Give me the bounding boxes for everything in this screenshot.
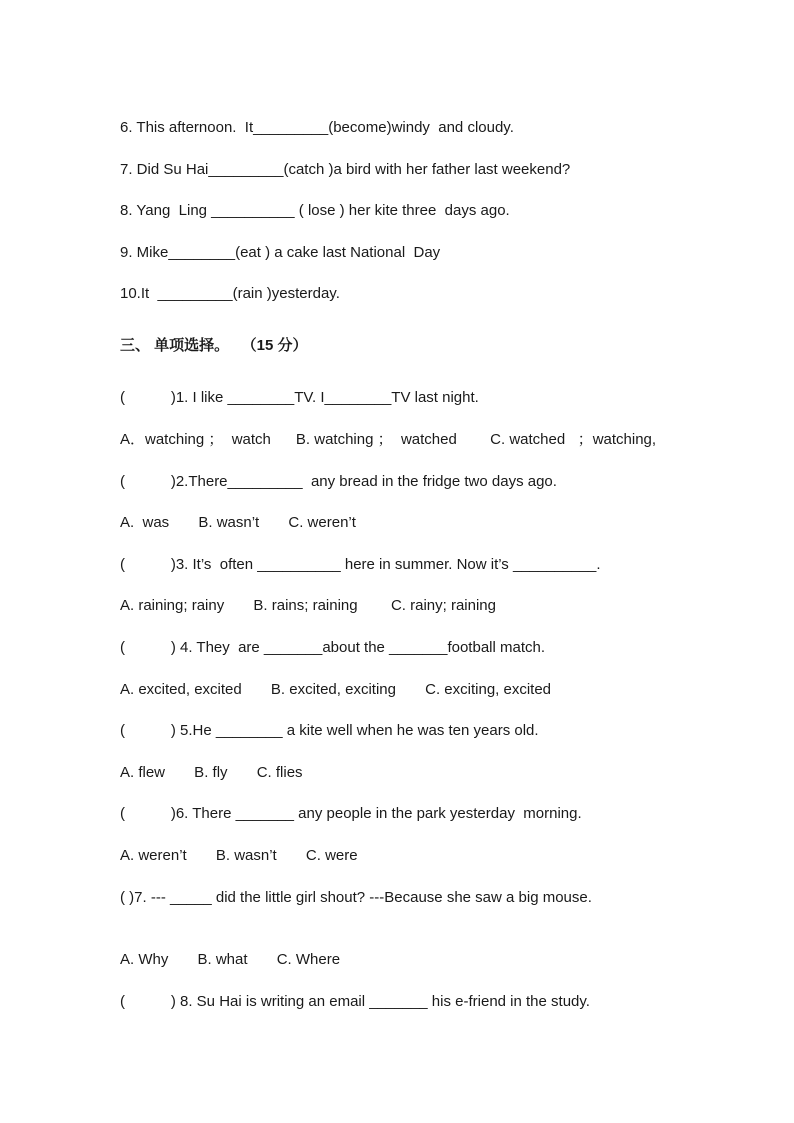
choice-question-7: ( )7. --- _____ did the little girl shout? ---Because she saw a big mouse. <box>120 889 592 906</box>
choice-options-4: A. excited, excited B. excited, exciting C. exciting, excited <box>120 681 552 698</box>
fill-in-question-8: 8. Yang Ling __________ ( lose ) her kite three days ago. <box>120 202 510 219</box>
fill-in-question-10: 10.It _________(rain )yesterday. <box>120 285 340 302</box>
choice-options-3: A. raining; rainy B. rains; raining C. rainy; raining <box>120 597 496 614</box>
choice-options-5: A. flew B. fly C. flies <box>120 764 303 781</box>
choice-question-8: ( ) 8. Su Hai is writing an email _______ his e-friend in the study. <box>120 993 590 1010</box>
choice-question-3: ( )3. It’s often __________ here in summer. Now it’s __________. <box>120 556 601 573</box>
choice-question-4: ( ) 4. They are _______about the _______football match. <box>120 639 546 656</box>
fill-in-question-6: 6. This afternoon. It_________(become)windy and cloudy. <box>120 119 514 136</box>
choice-options-2: A. was B. wasn’t C. weren’t <box>120 514 356 531</box>
fill-in-question-7: 7. Did Su Hai_________(catch )a bird with her father last weekend? <box>120 161 571 178</box>
choice-question-1: ( )1. I like ________TV. I________TV last night. <box>120 389 479 406</box>
choice-question-2: ( )2.There_________ any bread in the fridge two days ago. <box>120 473 557 490</box>
choice-question-5: ( ) 5.He ________ a kite well when he was ten years old. <box>120 722 539 739</box>
section-heading: 三、 单项选择。 （15 分） <box>120 337 308 354</box>
choice-options-1: A．watching ； watch B. watching ； watched C. watched ；watching, <box>120 431 657 448</box>
choice-options-7: A. Why B. what C. Where <box>120 951 341 968</box>
choice-question-6: ( )6. There _______ any people in the park yesterday morning. <box>120 805 582 822</box>
choice-options-6: A. weren’t B. wasn’t C. were <box>120 847 358 864</box>
fill-in-question-9: 9. Mike________(eat ) a cake last National Day <box>120 244 441 261</box>
